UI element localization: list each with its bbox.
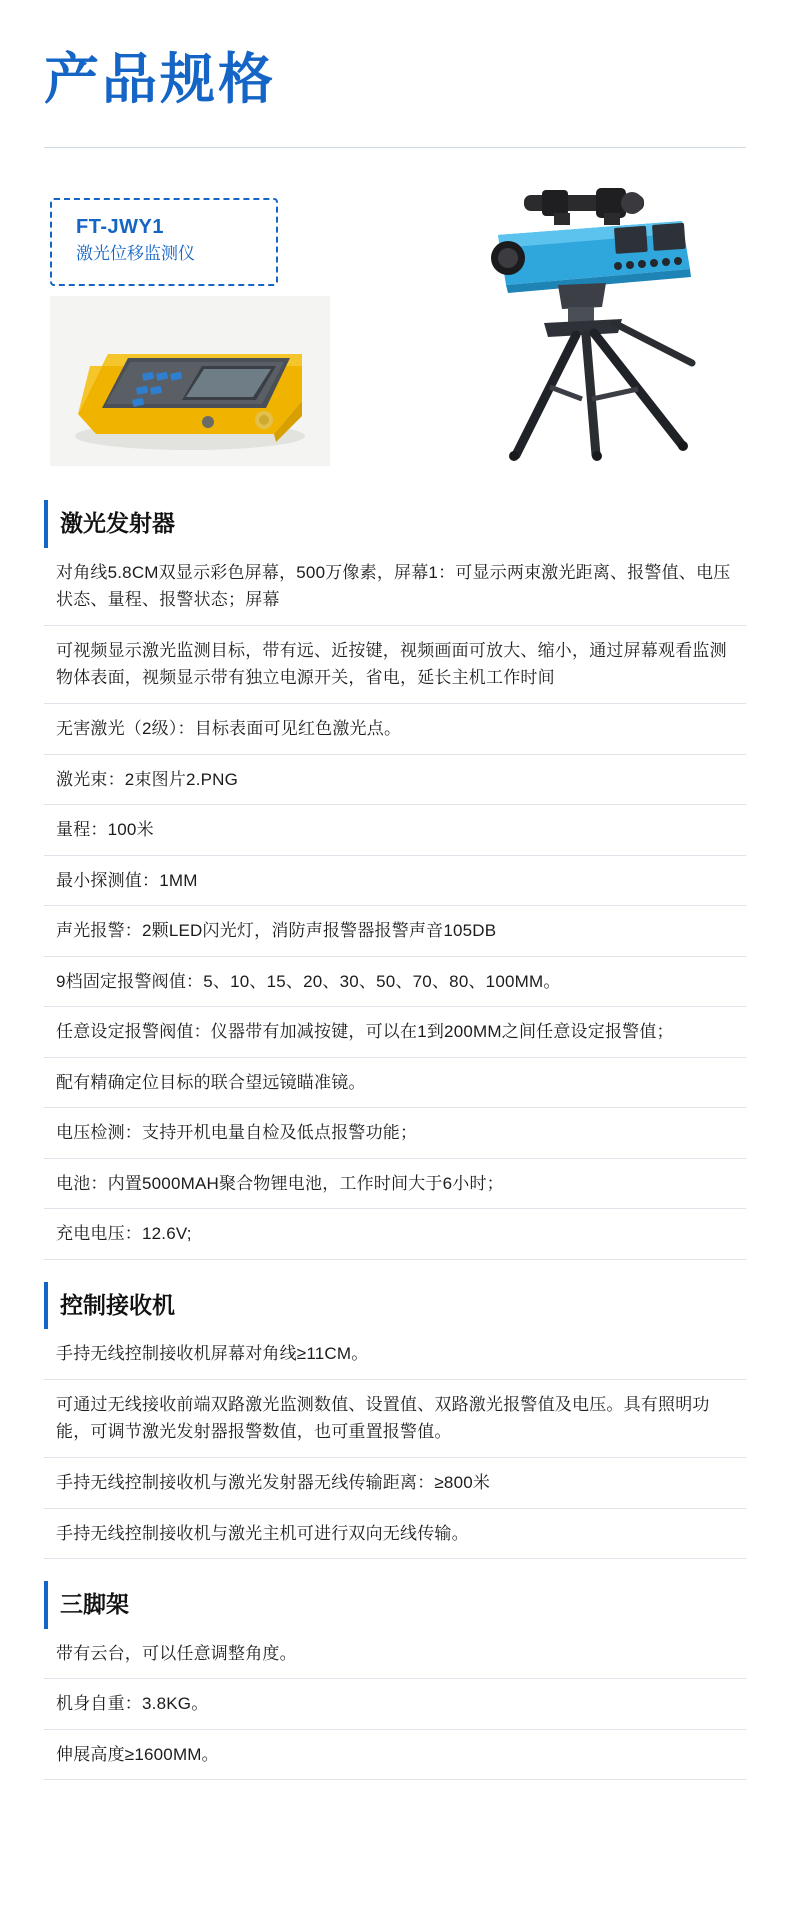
hero-section: [44, 178, 746, 478]
spec-row: 手持无线控制接收机屏幕对角线≥11CM。: [44, 1329, 746, 1380]
page-title: 产品规格: [44, 48, 277, 110]
spec-row: 可通过无线接收前端双路激光监测数值、设置值、双路激光报警值及电压。具有照明功能，可调节激光发射器报警数值，也可重置报警值。: [44, 1380, 746, 1458]
spec-row: 手持无线控制接收机与激光主机可进行双向无线传输。: [44, 1509, 746, 1560]
handheld-receiver-photo: [50, 296, 330, 466]
spec-section-tripod: [44, 1581, 746, 1780]
product-code: FT-JWY1: [76, 216, 164, 239]
handheld-receiver-illustration: [50, 296, 330, 466]
spec-section-laser-transmitter: [44, 500, 746, 1260]
spec-row: 对角线5.8CM双显示彩色屏幕，500万像素，屏幕1：可显示两束激光距离、报警值、电压状态、量程、报警状态；屏幕: [44, 548, 746, 626]
spec-row: 任意设定报警阀值：仪器带有加减按键，可以在1到200MM之间任意设定报警值；: [44, 1007, 746, 1058]
spec-row: 伸展高度≥1600MM。: [44, 1730, 746, 1781]
spec-row: 电池：内置5000MAH聚合物锂电池，工作时间大于6小时；: [44, 1159, 746, 1210]
spec-row: 机身自重：3.8KG。: [44, 1679, 746, 1730]
page-header: [0, 0, 790, 111]
product-badge: [50, 198, 278, 286]
spec-row: 声光报警：2颗LED闪光灯，消防声报警器报警声音105DB: [44, 906, 746, 957]
spec-row: 量程：100米: [44, 805, 746, 856]
spec-row: 充电电压：12.6V;: [44, 1209, 746, 1260]
laser-transmitter-tripod-photo: [446, 173, 746, 463]
spec-row: 带有云台，可以任意调整角度。: [44, 1629, 746, 1680]
product-name: 激光位移监测仪: [76, 244, 195, 264]
spec-row: 激光束：2束图片2.PNG: [44, 755, 746, 806]
spec-section-control-receiver: [44, 1282, 746, 1559]
spec-row: 最小探测值：1MM: [44, 856, 746, 907]
section-title: 三脚架: [44, 1581, 746, 1629]
spec-row: 9档固定报警阀值：5、10、15、20、30、50、70、80、100MM。: [44, 957, 746, 1008]
section-title: 控制接收机: [44, 1282, 746, 1330]
spec-row: 配有精确定位目标的联合望远镜瞄准镜。: [44, 1058, 746, 1109]
title-divider: [44, 147, 746, 148]
spec-row: 无害激光（2级）：目标表面可见红色激光点。: [44, 704, 746, 755]
section-title: 激光发射器: [44, 500, 746, 548]
spec-row: 电压检测：支持开机电量自检及低点报警功能；: [44, 1108, 746, 1159]
spec-row: 可视频显示激光监测目标，带有远、近按键，视频画面可放大、缩小，通过屏幕观看监测物体表面，视频显示带有独立电源开关，省电，延长主机工作时间: [44, 626, 746, 704]
spec-row: 手持无线控制接收机与激光发射器无线传输距离：≥800米: [44, 1458, 746, 1509]
laser-tripod-illustration: [446, 173, 746, 463]
